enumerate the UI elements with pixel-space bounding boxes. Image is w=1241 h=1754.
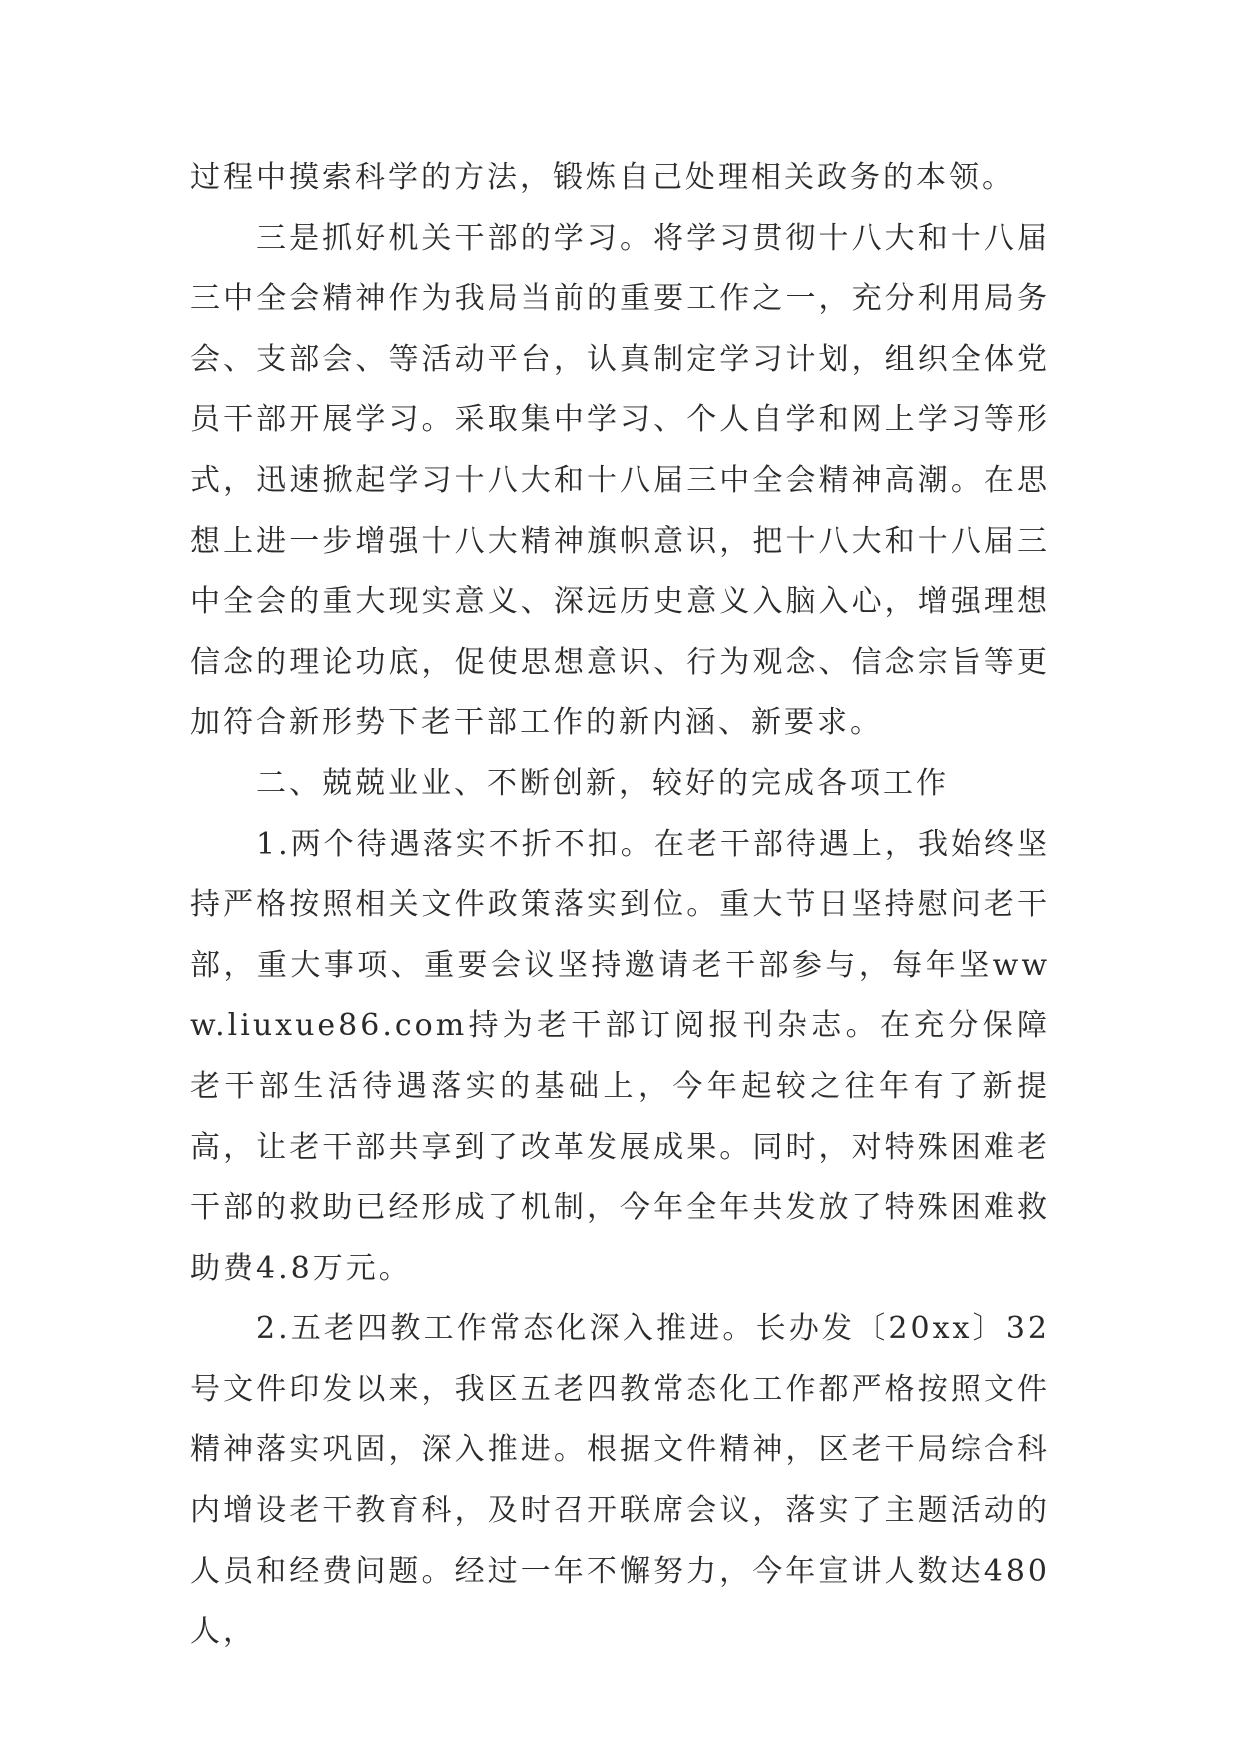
paragraph-item-1: 1.两个待遇落实不折不扣。在老干部待遇上，我始终坚持严格按照相关文件政策落实到位。重大节日坚持慰问老干部，重大事项、重要会议坚持邀请老干部参与，每年坚www.liuxue86.com持为老干部订阅报刊杂志。在充分保障老干部生活待遇落实的基础上，今年起较之往年有了新提高，让老干部共享到了改革发展成果。同时，对特殊困难老干部的救助已经形成了机制，今年全年共发放了特殊困难救助费4.8万元。 [190,826,1050,1286]
document-body [190,148,1050,1663]
paragraph-continuation: 过程中摸索科学的方法，锻炼自己处理相关政务的本领。 [190,160,1015,195]
paragraph-study: 三是抓好机关干部的学习。将学习贯彻十八大和十八届三中全会精神作为我局当前的重要工作之一，充分利用局务会、支部会、等活动平台，认真制定学习计划，组织全体党员干部开展学习。采取集中学习、个人自学和网上学习等形式，迅速掀起学习十八大和十八届三中全会精神高潮。在思想上进一步增强十八大精神旗帜意识，把十八大和十八届三中全会的重大现实意义、深远历史意义入脑入心，增强理想信念的理论功底，促使思想意识、行为观念、信念宗旨等更加符合新形势下老干部工作的新内涵、新要求。 [190,220,1050,741]
section-heading: 二、兢兢业业、不断创新，较好的完成各项工作 [256,765,949,801]
paragraph-item-2: 2.五老四教工作常态化深入推进。长办发〔20xx〕32号文件印发以来，我区五老四教常态化工作都严格按照文件精神落实巩固，深入推进。根据文件精神，区老干局综合科内增设老干教育科，及时召开联席会议，落实了主题活动的人员和经费问题。经过一年不懈努力，今年宣讲人数达480人， [190,1311,1050,1650]
